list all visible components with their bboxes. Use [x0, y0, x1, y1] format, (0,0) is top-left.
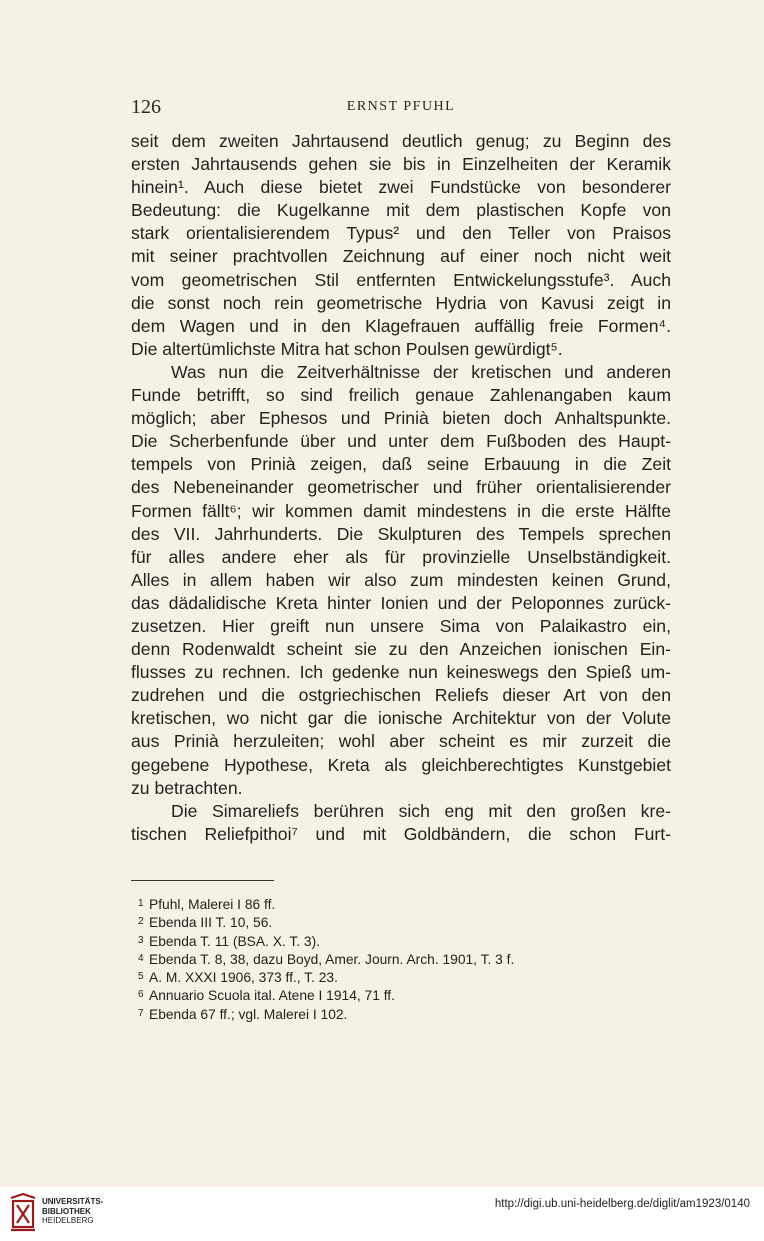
text-line: kretischen, wo nicht gar die ionische Architektur von der Volute [131, 708, 671, 729]
footnote [138, 968, 678, 986]
text-line: möglich; aber Ephesos und Prinià bieten doch Anhaltspunkte. [131, 408, 671, 429]
footnote-text: Ebenda 67 ff.; vgl. Malerei I 102. [149, 1006, 348, 1022]
text-line: flusses zu rechnen. Ich gedenke nun keineswegs den Spieß um- [131, 662, 671, 683]
library-name [42, 1197, 103, 1226]
footnote [138, 1005, 678, 1023]
footnote [138, 913, 678, 931]
library-name-line: BIBLIOTHEK [42, 1206, 91, 1216]
footnotes [138, 895, 678, 1023]
text-line: Formen fällt⁶; wir kommen damit mindestens in die erste Hälfte [131, 500, 671, 521]
library-name-line: UNIVERSITÄTS- [42, 1197, 104, 1206]
text-line: hinein¹. Auch diese bietet zwei Fundstücke von besonderer [131, 177, 671, 198]
running-title: ERNST PFUHL [346, 99, 456, 114]
text-line: dem Wagen und in den Klagefrauen auffällig freie Formen⁴. [131, 315, 671, 336]
body-text [131, 130, 671, 846]
text-line: zu betrachten. [131, 777, 243, 798]
text-line: des Nebeneinander geometrischer und früher orientalisierender [131, 477, 671, 498]
text-line: tempels von Prinià zeigen, daß seine Erbauung in die Zeit [131, 454, 671, 475]
text-line: Die Simareliefs berühren sich eng mit den großen kre- [171, 800, 671, 821]
footnote [138, 895, 678, 913]
footnote-number: 1 [138, 898, 144, 909]
library-logo-icon [8, 1192, 38, 1234]
footnote-text: Annuario Scuola ital. Atene I 1914, 71 ff. [149, 988, 395, 1004]
footnote-text: Pfuhl, Malerei I 86 ff. [149, 897, 276, 912]
text-line: vom geometrischen Stil entfernten Entwickelungsstufe³. Auch [131, 269, 671, 290]
footnote-text: A. M. XXXI 1906, 373 ff., T. 23. [149, 970, 338, 986]
footnote-text: Ebenda T. 8, 38, dazu Boyd, Amer. Journ. Arch. 1901, T. 3 f. [149, 951, 515, 967]
text-line: zusetzen. Hier greift nun unsere Sima von Palaikastro ein, [131, 615, 671, 636]
footnote [138, 932, 678, 950]
footnote-number: 3 [138, 934, 144, 946]
text-line: stark orientalisierendem Typus² und den Teller von Praisos [131, 223, 671, 244]
footnote-text: Ebenda T. 11 (BSA. X. T. 3). [149, 933, 321, 949]
text-line: Die altertümlichste Mitra hat schon Poulsen gewürdigt⁵. [131, 338, 563, 359]
footnote-number: 5 [138, 971, 144, 983]
text-line: Die Scherbenfunde über und unter dem Fußboden des Haupt- [131, 431, 671, 452]
text-line: Bedeutung: die Kugelkanne mit dem plastischen Kopfe von [131, 200, 671, 221]
text-line: Alles in allem haben wir also zum mindesten keinen Grund, [131, 569, 671, 590]
source-url-link[interactable]: http://digi.ub.uni-heidelberg.de/diglit/am1923/0140 [494, 1198, 750, 1210]
text-line: ersten Jahrtausends gehen sie bis in Einzelheiten der Keramik [131, 154, 671, 175]
page-number: 126 [131, 96, 161, 118]
footnote-number: 4 [138, 952, 144, 964]
text-line: tischen Reliefpithoi⁷ und mit Goldbändern, die schon Furt- [131, 823, 671, 844]
text-line: das dädalidische Kreta hinter Ionien und der Peloponnes zurück- [131, 592, 671, 613]
footer-bar [0, 1187, 764, 1241]
text-line: gegebene Hypothese, Kreta als gleichberechtigtes Kunstgebiet [131, 754, 671, 775]
text-line: denn Rodenwaldt scheint sie zu den Anzeichen ionischen Ein- [131, 639, 671, 660]
text-line: für alles andere eher als für provinzielle Unselbständigkeit. [131, 546, 671, 567]
footnote [138, 986, 678, 1004]
text-line: mit seiner prachtvollen Zeichnung auf einer noch nicht weit [131, 246, 671, 267]
footnote-divider [131, 880, 274, 881]
text-line: seit dem zweiten Jahrtausend deutlich genug; zu Beginn des [131, 131, 671, 151]
text-line: des VII. Jahrhunderts. Die Skulpturen des Tempels sprechen [131, 523, 671, 544]
library-name-line: HEIDELBERG [42, 1216, 94, 1225]
page-header [131, 96, 671, 118]
text-line: Funde betrifft, so sind freilich genaue Zahlenangaben kaum [131, 385, 671, 406]
footnote [138, 950, 678, 968]
footnote-number: 7 [138, 1007, 144, 1019]
footnote-number: 2 [138, 916, 144, 928]
footnote-text: Ebenda III T. 10, 56. [149, 915, 273, 931]
text-line: die sonst noch rein geometrische Hydria von Kavusi zeigt in [131, 292, 671, 313]
footnote-number: 6 [138, 989, 144, 1001]
text-line: Was nun die Zeitverhältnisse der kretischen und anderen [171, 361, 671, 382]
text-line: aus Prinià herzuleiten; wohl aber scheint es mir zurzeit die [131, 731, 671, 752]
text-line: zudrehen und die ostgriechischen Reliefs dieser Art von den [131, 685, 671, 706]
